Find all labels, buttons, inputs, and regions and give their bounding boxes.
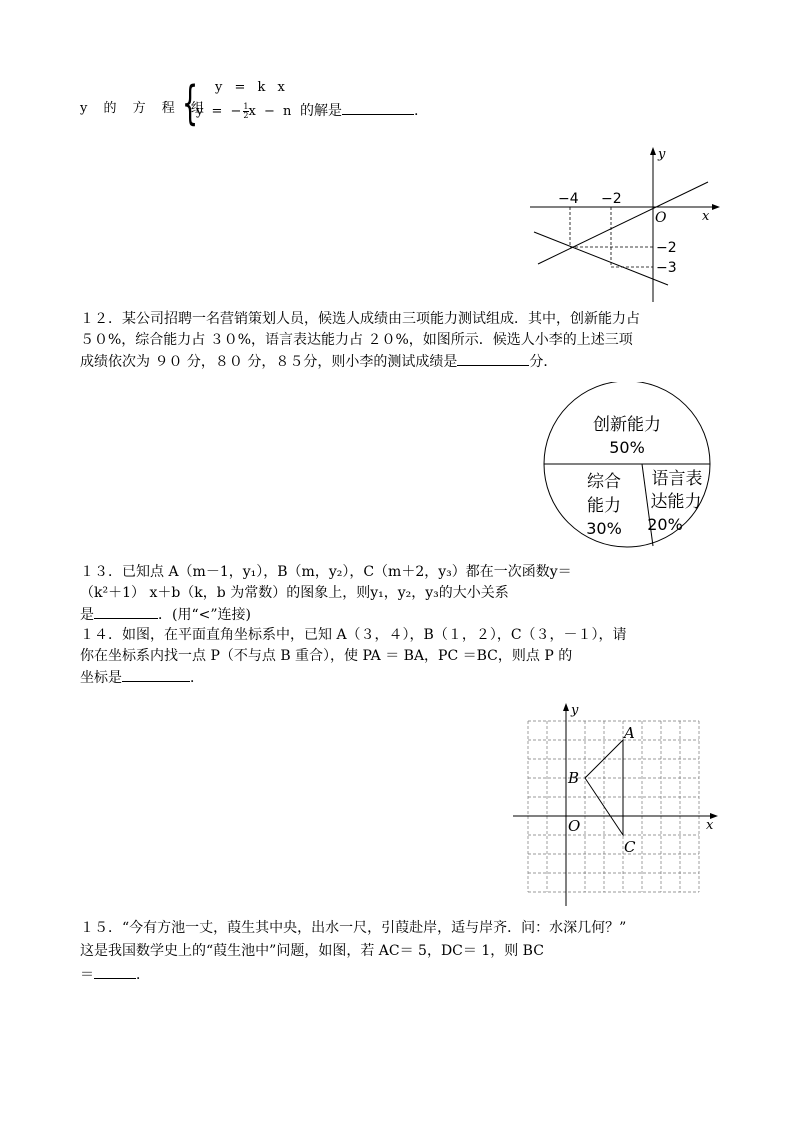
y-axis-label: y xyxy=(571,703,579,718)
q13-line2: （k²＋1） x＋b（k，b 为常数）的图象上，则y₁，y₂，y₃的大小关系 xyxy=(80,585,509,601)
slice-label-comprehensive-1: 综合 xyxy=(587,472,621,492)
y-axis-arrow xyxy=(563,703,569,711)
origin-label: O xyxy=(568,817,581,835)
point-label-c: C xyxy=(624,838,636,856)
slice-label-comprehensive-2: 能力 xyxy=(587,496,621,516)
q14-line1: １４．如图，在平面直角坐标系中，已知 A（３，４），B（１，２），C（３，－１），请 xyxy=(80,627,627,643)
q12-line3-text: 成绩依次为 ９０ 分，８０ 分，８５分，则小李的测试成绩是 xyxy=(80,354,458,370)
q13-line3 xyxy=(80,604,251,625)
grid-lines xyxy=(528,721,699,892)
q12-line2: ５０%，综合能力占 ３０%，语言表达能力占 ２０%，如图所示．候选人小李的上述三项 xyxy=(80,332,633,348)
q12-line3-end: 分． xyxy=(529,354,558,370)
slice-label-expression-2: 达能力 xyxy=(650,492,702,512)
pie-chart xyxy=(540,382,720,552)
q15-line2: 这是我国数学史上的“葭生池中”问题，如图，若 AC＝ 5，DC＝ 1，则 BC xyxy=(80,943,544,959)
answer-blank xyxy=(342,100,414,115)
q14-line3-text: 坐标是 xyxy=(80,670,122,686)
tick-label-ym2: −2 xyxy=(656,240,677,256)
q14-line3-end: ． xyxy=(190,670,204,686)
tick-label-m4: −4 xyxy=(558,191,579,207)
q14-line3 xyxy=(80,667,204,688)
point-label-b: B xyxy=(568,769,580,787)
point-label-a: A xyxy=(624,724,635,742)
slice-label-expression-1: 语言表 xyxy=(651,469,703,489)
q15-line3-text: ＝ xyxy=(80,967,94,983)
slice-label-innovation: 创新能力 xyxy=(593,415,661,435)
equation-2 xyxy=(196,103,293,120)
q12-line1: １２．某公司招聘一名营销策划人员，候选人成绩由三项能力测试组成．其中，创新能力占 xyxy=(80,311,640,327)
x-axis-label: x xyxy=(702,209,710,224)
coordinate-grid-graph xyxy=(510,700,725,910)
x-axis-label: x xyxy=(706,818,714,833)
q13-line1: １３．已知点 A（m－1，y₁），B（m，y₂），C（m＋2，y₃）都在一次函数y＝ xyxy=(80,564,572,580)
q11-end: . xyxy=(414,103,419,119)
origin-label: O xyxy=(655,210,667,226)
eq2-rhs: x − n xyxy=(248,104,294,119)
x-axis-arrow xyxy=(712,204,720,210)
frac-denominator: 2 xyxy=(243,111,249,120)
q11-prefix: y 的 方 程 组 xyxy=(80,101,210,116)
answer-blank xyxy=(457,351,529,366)
answer-blank xyxy=(122,667,190,682)
q13-line3-end: ．(用“<”连接) xyxy=(158,607,251,623)
q15-line3 xyxy=(80,964,150,985)
tick-label-ym3: −3 xyxy=(656,260,677,276)
eq2-lhs: y = − xyxy=(196,104,244,119)
graph-two-lines xyxy=(528,140,728,305)
q13-line3-text: 是 xyxy=(80,607,94,623)
q11-suffix: 的解是 xyxy=(300,103,342,119)
equation-1: y = k x xyxy=(215,80,289,95)
frac-numerator: 1 xyxy=(243,102,249,111)
left-brace: { xyxy=(182,76,199,130)
line-y-half-x-n xyxy=(534,232,668,285)
q15-line1: １５．“今有方池一丈，葭生其中央，出水一尺，引葭赴岸，适与岸齐．问：水深几何？” xyxy=(80,920,627,936)
q15-line3-end: ． xyxy=(136,967,150,983)
q14-line2: 你在坐标系内找一点 P（不与点 B 重合），使 PA ＝ BA，PC ＝BC，则点 P 的 xyxy=(80,648,573,664)
tick-label-xm2: −2 xyxy=(601,191,622,207)
answer-blank xyxy=(94,964,136,979)
y-axis-label: y xyxy=(658,147,666,162)
answer-blank xyxy=(94,604,158,619)
q12-line3 xyxy=(80,351,557,372)
slice-value-expression: 20% xyxy=(647,515,683,534)
y-axis-arrow xyxy=(650,147,656,155)
slice-value-innovation: 50% xyxy=(609,438,645,457)
q11-tail xyxy=(300,100,418,120)
slice-value-comprehensive: 30% xyxy=(586,519,622,538)
